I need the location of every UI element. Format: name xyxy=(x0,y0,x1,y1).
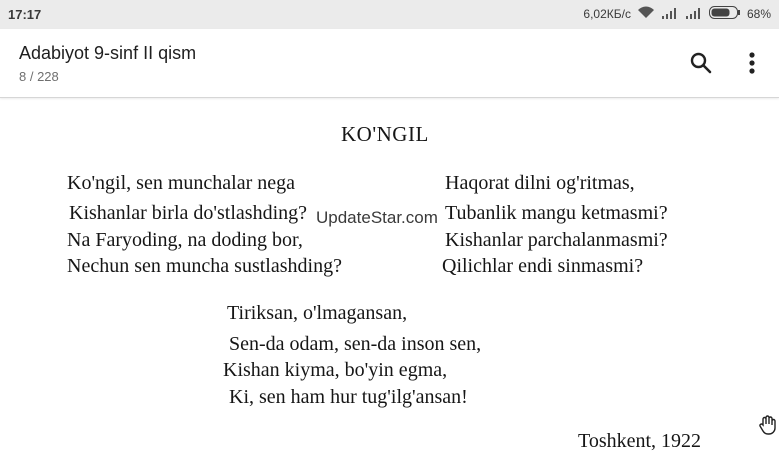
right-line-3: Kishanlar parchalanmasmi? xyxy=(445,229,668,251)
signal-icon-2 xyxy=(685,7,703,22)
poem-title: KO'NGIL xyxy=(341,122,429,146)
hand-icon[interactable] xyxy=(759,415,777,440)
page-counter: 8 / 228 xyxy=(19,69,59,84)
left-line-1: Ko'ngil, sen munchalar nega xyxy=(67,172,295,194)
stanza2-line-4: Ki, sen ham hur tug'ilg'ansan! xyxy=(229,386,468,408)
document-title: Adabiyot 9-sinf II qism xyxy=(19,43,197,63)
battery-level: 68% xyxy=(746,7,771,21)
right-line-4: Qilichlar endi sinmasmi? xyxy=(442,255,644,277)
left-line-3: Na Faryoding, na doding bor, xyxy=(67,229,303,251)
left-line-2: Kishanlar birla do'stlashding? xyxy=(69,202,307,224)
signal-icon-1 xyxy=(661,7,679,22)
network-speed: 6,02КБ/с xyxy=(583,7,631,21)
search-button[interactable] xyxy=(687,49,715,77)
app-bar xyxy=(0,29,779,98)
stanza2-line-3: Kishan kiyma, bo'yin egma, xyxy=(223,359,448,381)
book-page xyxy=(0,98,779,452)
stanza2-line-1: Tiriksan, o'lmagansan, xyxy=(227,302,408,324)
watermark: UpdateStar.com xyxy=(316,208,438,227)
status-right-group xyxy=(583,6,771,22)
more-vert-icon xyxy=(748,51,756,75)
poem-signature: Toshkent, 1922 xyxy=(578,430,702,452)
wifi-icon xyxy=(637,6,655,22)
left-line-4: Nechun sen muncha sustlashding? xyxy=(67,255,342,277)
status-bar xyxy=(0,0,779,29)
stanza2-line-2: Sen-da odam, sen-da inson sen, xyxy=(229,333,482,355)
right-line-1: Haqorat dilni og'ritmas, xyxy=(445,172,635,194)
right-line-2: Tubanlik mangu ketmasmi? xyxy=(445,202,668,224)
search-icon xyxy=(689,51,713,75)
status-time: 17:17 xyxy=(8,7,42,22)
battery-icon xyxy=(709,6,741,22)
more-options-button[interactable] xyxy=(738,49,766,77)
